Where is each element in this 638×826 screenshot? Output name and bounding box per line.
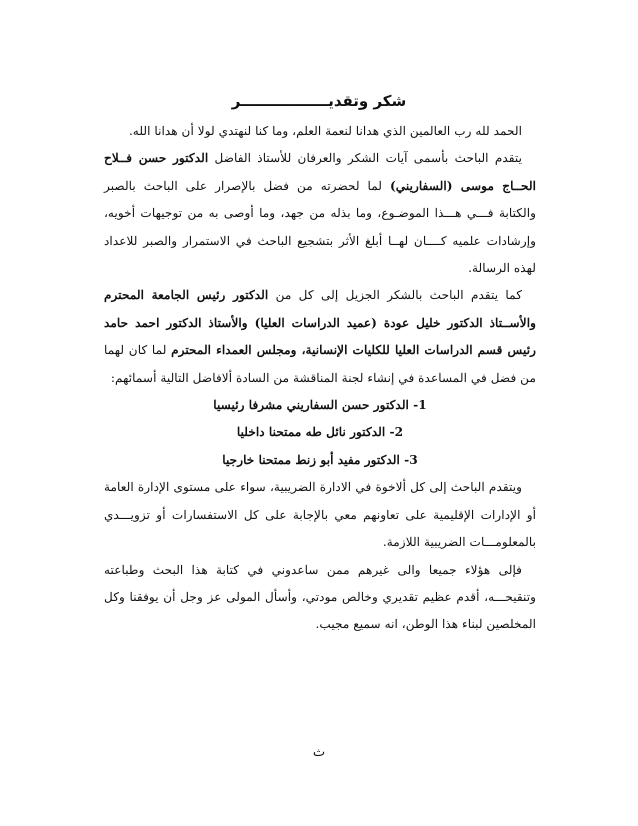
committee-list (104, 392, 536, 474)
closing-paragraph: فإلى هؤلاء جميعا والى غيرهم ممن ساعدوني في كتابة هذا البحث وطباعته وتنقيحـــه، أقدم عظيم تقديري وخالص مودتي، وأسأل المولى عز وجل أن يوفقنا وكل المخلصين لبناء هذا الوطن، انه سميع مجيب. (104, 562, 536, 632)
committee-member: 3- الدكتور مفيد أبو زنط ممتحنا خارجيا (222, 452, 418, 467)
committee-member: 1- الدكتور حسن السفاريني مشرفا رئيسيا (213, 398, 427, 413)
page-number: ث (312, 745, 326, 760)
officials-names: الدكتور رئيس الجامعة المحترم والأســتاذ الدكتور خليل عودة (عميد الدراسات العليا) والأستاذ الدكتور احمد حامد رئيس قسم الدراسات العليا للكليات الإنسانية، ومجلس العمداء المحترم (104, 288, 536, 358)
supervisor-thanks-paragraph (104, 145, 536, 282)
tax-department-thanks-paragraph: ويتقدم الباحث إلى كل ألاخوة في الادارة الضريبية، سواء على مستوى الإدارة العامة أو الإدارات الإقليمية على تعاونهم معي بالإجابة على كل الاستفسارات أو تزويـــدي بالمعلومـــات الضريبية اللازمة. (104, 480, 536, 550)
supervisor-name: الدكتور حسن فــلاح الحــاج موسى (السفاريني) (104, 151, 536, 193)
paragraph-text: لما لحضرته من فضل بالإصرار على الباحث بالصبر والكتابة فـــي هـــذا الموضـوع، وما بذله من جهد، وما أوصى به من توجيهات أخويه، وإرشادات علميه كــــان لهــا أبلغ الأثر بتشجيع الباحث في الاستمرار والصبر للاعداد لهذه الرسالة. (104, 178, 536, 276)
paragraph-text: لما كان لهما من فضل في المساعدة في إنشاء لجنة المناقشة من السادة ألافاضل التالية أسمائهم: (104, 343, 536, 385)
committee-member: 2- الدكتور نائل طه ممتحنا داخليا (236, 425, 404, 440)
page-title: شكر وتقديـــــــــــــــــر (231, 92, 407, 110)
paragraph-text: يتقدم الباحث بأسمى آيات الشكر والعرفان للأستاذ الفاضل (208, 151, 522, 166)
document-body (104, 118, 536, 639)
officials-thanks-paragraph (104, 282, 536, 392)
praise-paragraph: الحمد لله رب العالمين الذي هدانا لنعمة العلم، وما كنا لنهتدي لولا أن هدانا الله. (128, 124, 522, 138)
paragraph-text: كما يتقدم الباحث بالشكر الجزيل إلى كل من (268, 288, 522, 303)
